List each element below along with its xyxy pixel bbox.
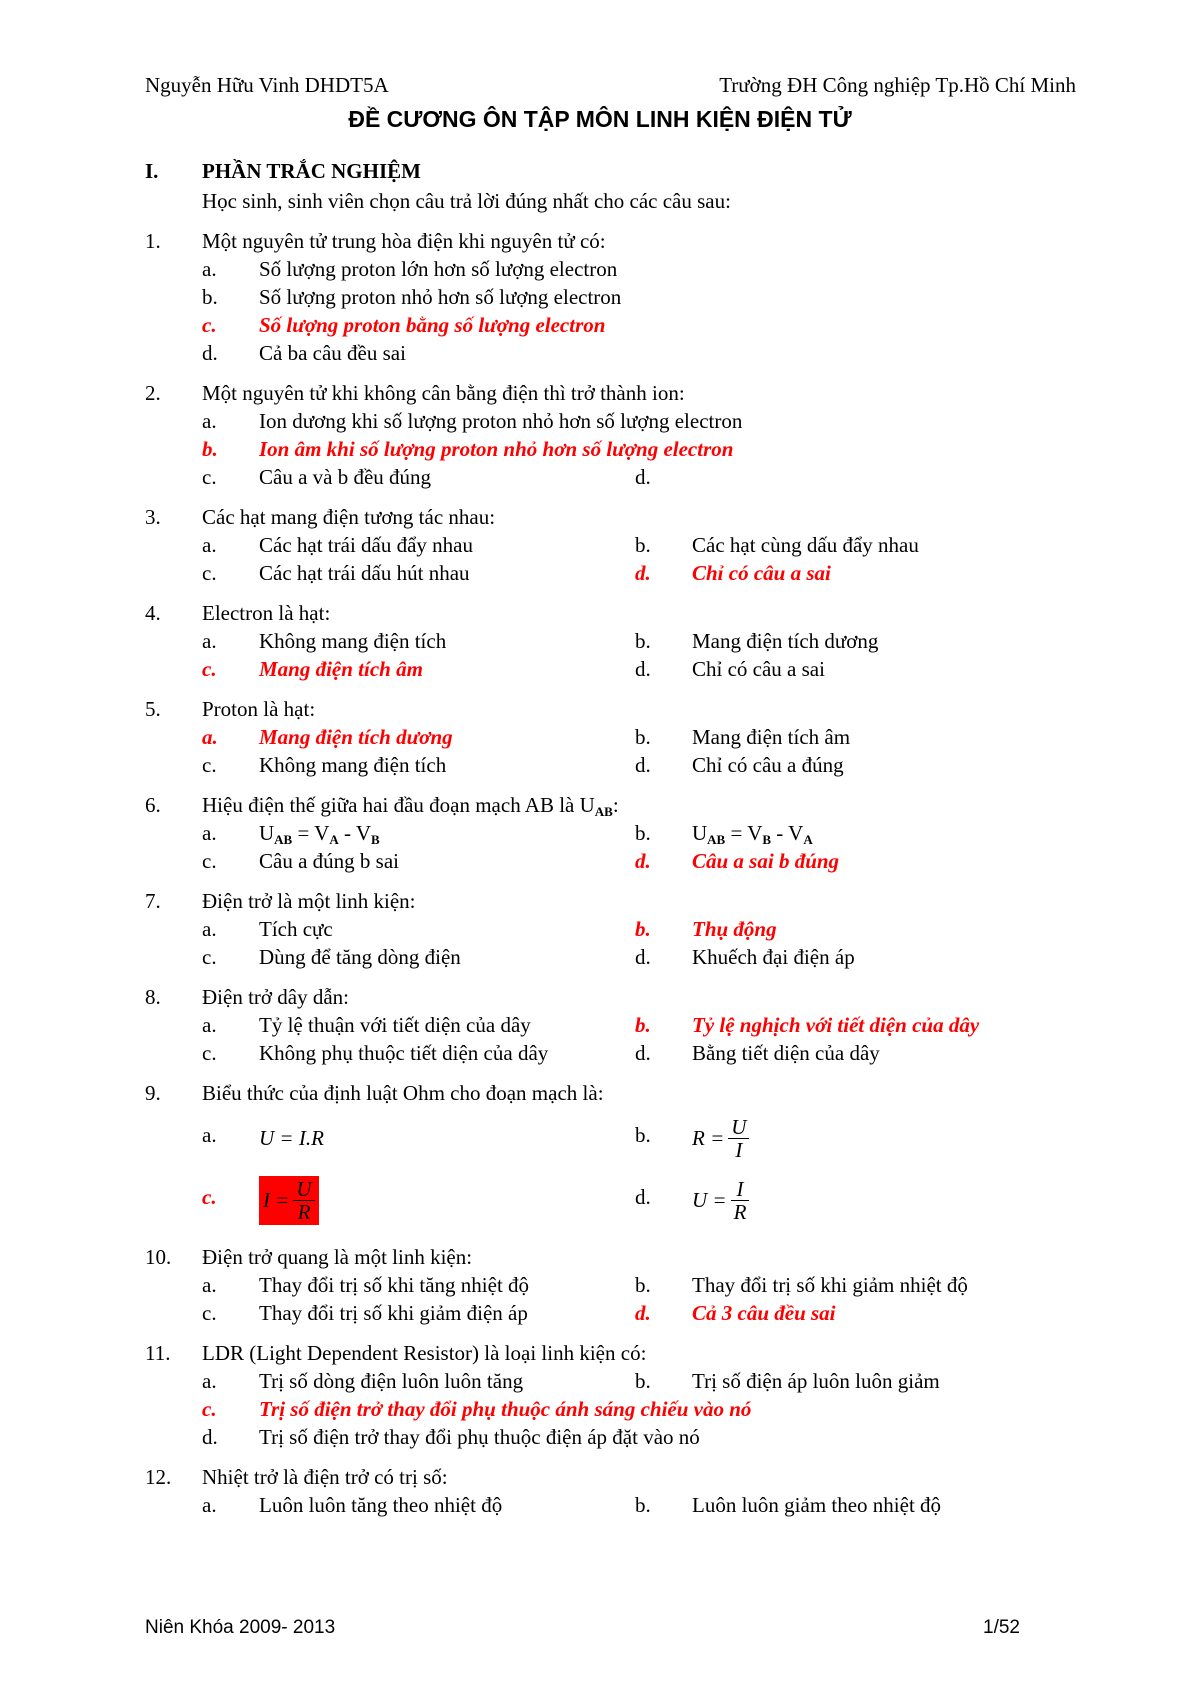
- option-a: Tích cực: [259, 917, 333, 941]
- question-10: [0, 1243, 1200, 1327]
- option-label: b.: [635, 1369, 651, 1393]
- option-d: Trị số điện trở thay đổi phụ thuộc điện áp đặt vào nó: [259, 1425, 700, 1449]
- question-text: LDR (Light Dependent Resistor) là loại linh kiện có:: [202, 1341, 647, 1365]
- option-label: c.: [202, 1397, 217, 1421]
- question-1: [0, 227, 1200, 367]
- option-label: d.: [635, 849, 651, 873]
- option-label: c.: [202, 1301, 217, 1325]
- option-b-correct: Thụ động: [692, 917, 777, 941]
- option-a: Thay đổi trị số khi tăng nhiệt độ: [259, 1273, 530, 1297]
- section-heading: [0, 159, 1200, 187]
- question-text: Proton là hạt:: [202, 697, 316, 721]
- option-d-correct: Câu a sai b đúng: [692, 849, 840, 873]
- question-text: Nhiệt trở là điện trở có trị số:: [202, 1465, 448, 1489]
- question-text: Điện trở dây dẫn:: [202, 985, 349, 1009]
- option-d: Khuếch đại điện áp: [692, 945, 855, 969]
- option-label: b.: [635, 1123, 651, 1147]
- question-8: [0, 983, 1200, 1067]
- option-label: c.: [202, 561, 217, 585]
- section-number: I.: [145, 159, 159, 183]
- option-label: b.: [202, 285, 218, 309]
- option-label: b.: [635, 1273, 651, 1297]
- option-c: Thay đổi trị số khi giảm điện áp: [259, 1301, 528, 1325]
- option-label: a.: [202, 409, 217, 433]
- option-label: a.: [202, 1369, 217, 1393]
- section-intro-line: [0, 187, 1200, 215]
- option-b-formula: R = $\frac{U}{I}$: [692, 1107, 749, 1169]
- option-c: Các hạt trái dấu hút nhau: [259, 561, 470, 585]
- option-d-formula: U = $\frac{I}{R}$: [692, 1169, 749, 1231]
- option-b: Các hạt cùng dấu đẩy nhau: [692, 533, 919, 557]
- option-label: d.: [635, 561, 651, 585]
- question-number: 2.: [145, 381, 161, 405]
- question-text: Một nguyên tử khi không cân bằng điện thì trở thành ion:: [202, 381, 685, 405]
- question-11: [0, 1339, 1200, 1451]
- option-d-correct: Cả 3 câu đều sai: [692, 1301, 836, 1325]
- question-text: Biểu thức của định luật Ohm cho đoạn mạch là:: [202, 1081, 604, 1105]
- option-a-correct: Mang điện tích dương: [259, 725, 453, 749]
- option-label: d.: [635, 1041, 651, 1065]
- option-c: Câu a và b đều đúng: [259, 465, 432, 489]
- document-body: [0, 159, 1200, 1519]
- option-label: d.: [635, 753, 651, 777]
- option-a: Trị số dòng điện luôn luôn tăng: [259, 1369, 524, 1393]
- option-label: c.: [202, 753, 217, 777]
- question-5: [0, 695, 1200, 779]
- option-label: b.: [635, 1493, 651, 1517]
- question-number: 8.: [145, 985, 161, 1009]
- option-a: Các hạt trái dấu đẩy nhau: [259, 533, 473, 557]
- option-a: $U_{AB} = V_A - V_B$: [259, 821, 380, 847]
- option-b-correct: Tỷ lệ nghịch với tiết diện của dây: [692, 1013, 980, 1037]
- option-label: d.: [635, 465, 651, 489]
- option-label: c.: [202, 1041, 217, 1065]
- option-a: Không mang điện tích: [259, 629, 447, 653]
- option-label: a.: [202, 1493, 217, 1517]
- option-label: c.: [202, 313, 217, 337]
- header-school: Trường ĐH Công nghiệp Tp.Hồ Chí Minh: [719, 73, 1076, 97]
- section-intro: Học sinh, sinh viên chọn câu trả lời đúng nhất cho các câu sau:: [202, 189, 731, 213]
- option-d: Cả ba câu đều sai: [259, 341, 406, 365]
- option-label: d.: [202, 341, 218, 365]
- option-b-correct: Ion âm khi số lượng proton nhỏ hơn số lượng electron: [259, 437, 734, 461]
- page-title: ĐỀ CƯƠNG ÔN TẬP MÔN LINH KIỆN ĐIỆN TỬ: [348, 106, 852, 132]
- option-label: a.: [202, 1273, 217, 1297]
- option-label: c.: [202, 465, 217, 489]
- option-label: a.: [202, 725, 218, 749]
- option-label: c.: [202, 1185, 217, 1209]
- option-b: Mang điện tích âm: [692, 725, 851, 749]
- question-text: Một nguyên tử trung hòa điện khi nguyên tử có:: [202, 229, 606, 253]
- option-label: b.: [202, 437, 218, 461]
- option-a: Tỷ lệ thuận với tiết diện của dây: [259, 1013, 531, 1037]
- option-label: a.: [202, 1123, 217, 1147]
- question-number: 5.: [145, 697, 161, 721]
- question-number: 3.: [145, 505, 161, 529]
- option-c: Câu a đúng b sai: [259, 849, 399, 873]
- question-number: 9.: [145, 1081, 161, 1105]
- option-b: Mang điện tích dương: [692, 629, 879, 653]
- question-12: [0, 1463, 1200, 1519]
- option-label: c.: [202, 657, 217, 681]
- option-c: Không phụ thuộc tiết diện của dây: [259, 1041, 549, 1065]
- question-6: [0, 791, 1200, 875]
- question-7: [0, 887, 1200, 971]
- option-b: Trị số điện áp luôn luôn giảm: [692, 1369, 940, 1393]
- question-text: Electron là hạt:: [202, 601, 331, 625]
- option-c: Dùng để tăng dòng điện: [259, 945, 461, 969]
- option-b: Số lượng proton nhỏ hơn số lượng electron: [259, 285, 622, 309]
- question-number: 1.: [145, 229, 161, 253]
- option-d: Chỉ có câu a sai: [692, 657, 825, 681]
- option-b: Luôn luôn giảm theo nhiệt độ: [692, 1493, 942, 1517]
- option-c-correct: Trị số điện trở thay đổi phụ thuộc ánh sáng chiếu vào nó: [259, 1397, 752, 1421]
- option-c-formula-correct: I = $\frac{U}{R}$: [259, 1169, 319, 1231]
- option-a-formula: U = I.R: [259, 1125, 324, 1150]
- option-b: Thay đổi trị số khi giảm nhiệt độ: [692, 1273, 968, 1297]
- option-label: a.: [202, 1013, 217, 1037]
- option-label: d.: [635, 1185, 651, 1209]
- option-label: a.: [202, 821, 217, 845]
- question-text: Hiệu điện thế giữa hai đầu đoạn mạch AB là $U_{AB}$:: [202, 793, 619, 819]
- option-label: d.: [635, 1301, 651, 1325]
- option-b: $U_{AB} = V_B - V_A$: [692, 821, 813, 847]
- question-number: 6.: [145, 793, 161, 817]
- question-number: 11.: [145, 1341, 171, 1365]
- question-4: [0, 599, 1200, 683]
- option-label: d.: [202, 1425, 218, 1449]
- option-label: a.: [202, 257, 217, 281]
- question-number: 7.: [145, 889, 161, 913]
- footer-page-number: 1/52: [983, 1617, 1020, 1638]
- option-label: a.: [202, 917, 217, 941]
- option-label: c.: [202, 945, 217, 969]
- option-label: a.: [202, 629, 217, 653]
- question-2: [0, 379, 1200, 491]
- option-label: b.: [635, 821, 651, 845]
- question-text: Điện trở quang là một linh kiện:: [202, 1245, 473, 1269]
- option-a: Luôn luôn tăng theo nhiệt độ: [259, 1493, 503, 1517]
- section-title: PHẦN TRẮC NGHIỆM: [202, 159, 421, 183]
- question-9: [0, 1079, 1200, 1231]
- option-label: c.: [202, 849, 217, 873]
- option-a: Ion dương khi số lượng proton nhỏ hơn số lượng electron: [259, 409, 743, 433]
- option-label: b.: [635, 725, 651, 749]
- option-label: b.: [635, 1013, 651, 1037]
- question-3: [0, 503, 1200, 587]
- question-number: 12.: [145, 1465, 172, 1489]
- question-number: 4.: [145, 601, 161, 625]
- option-c-correct: Số lượng proton bằng số lượng electron: [259, 313, 606, 337]
- option-a: Số lượng proton lớn hơn số lượng electron: [259, 257, 618, 281]
- header-author: Nguyễn Hữu Vinh DHDT5A: [145, 73, 389, 97]
- option-c-correct: Mang điện tích âm: [259, 657, 423, 681]
- option-c: Không mang điện tích: [259, 753, 447, 777]
- option-label: b.: [635, 533, 651, 557]
- option-d-correct: Chỉ có câu a sai: [692, 561, 831, 585]
- option-label: a.: [202, 533, 217, 557]
- footer-course-years: Niên Khóa 2009- 2013: [145, 1617, 336, 1638]
- question-text: Các hạt mang điện tương tác nhau:: [202, 505, 496, 529]
- question-number: 10.: [145, 1245, 172, 1269]
- option-d: Bằng tiết diện của dây: [692, 1041, 880, 1065]
- option-label: b.: [635, 629, 651, 653]
- option-label: b.: [635, 917, 651, 941]
- option-label: d.: [635, 945, 651, 969]
- option-label: d.: [635, 657, 651, 681]
- option-d: Chỉ có câu a đúng: [692, 753, 844, 777]
- question-text: Điện trở là một linh kiện:: [202, 889, 416, 913]
